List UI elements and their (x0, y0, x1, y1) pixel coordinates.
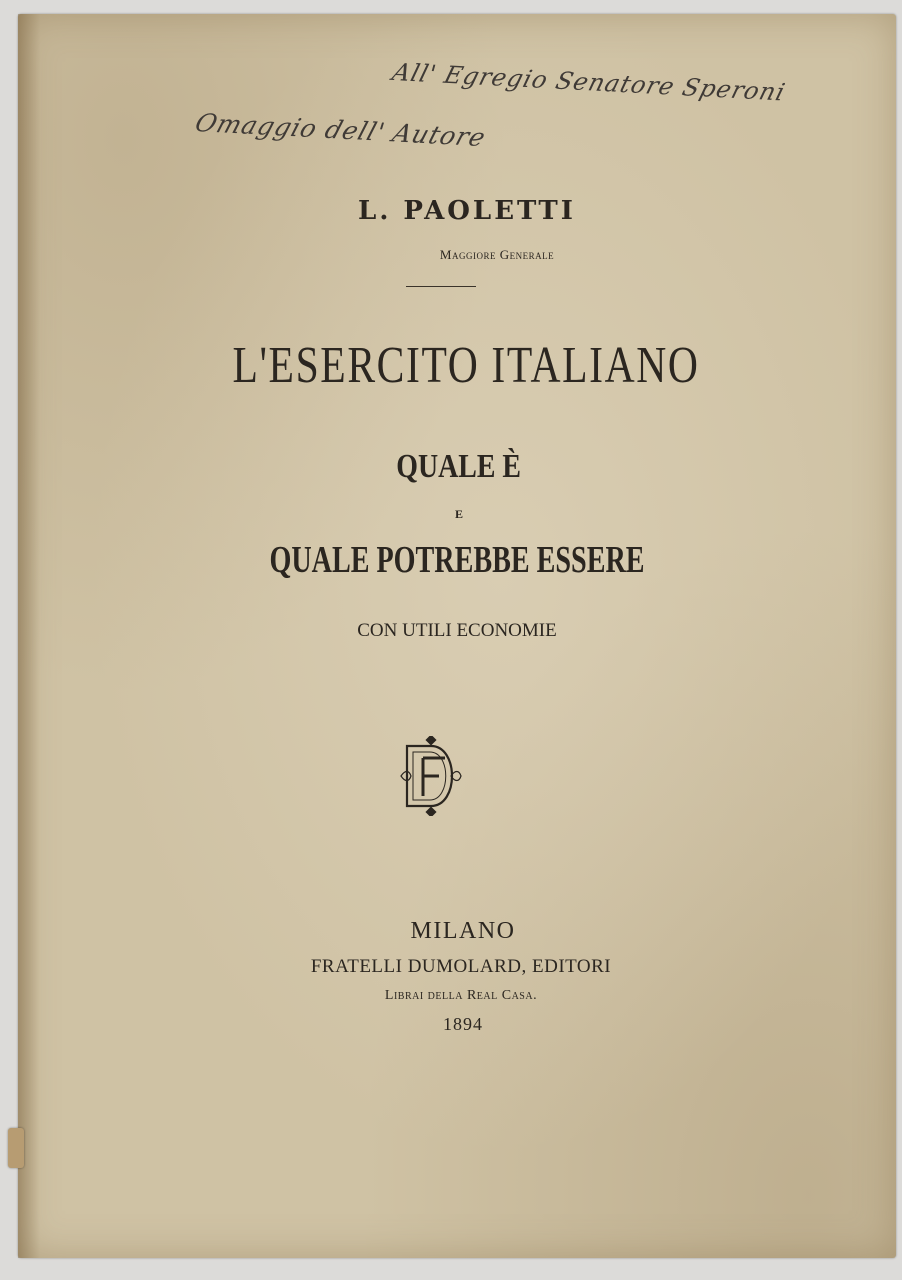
subtitle-line-2: QUALE POTREBBE ESSERE (269, 539, 645, 581)
publisher-monogram-logo (397, 736, 465, 816)
spine-tear (8, 1128, 24, 1168)
publication-city: MILANO (410, 918, 516, 944)
author-rank: Maggiore Generale (439, 247, 555, 262)
book-title: L'ESERCITO ITALIANO (232, 337, 700, 394)
tagline: CON UTILI ECONOMIE (357, 620, 557, 641)
publication-year: 1894 (443, 1014, 483, 1034)
title-divider (406, 286, 476, 287)
publisher-name: FRATELLI DUMOLARD, EDITORI (310, 956, 612, 977)
handwritten-signature: Omaggio dell' Autore (191, 108, 490, 152)
publisher-note: Librai della Real Casa. (384, 988, 538, 1003)
author-name: L. PAOLETTI (358, 196, 576, 226)
subtitle-conjunction: E (454, 507, 463, 521)
publisher-monogram-text: FD (431, 780, 433, 781)
handwritten-dedication: All' Egregio Senatore Speroni (389, 58, 789, 107)
subtitle-line-1: QUALE È (396, 448, 521, 485)
